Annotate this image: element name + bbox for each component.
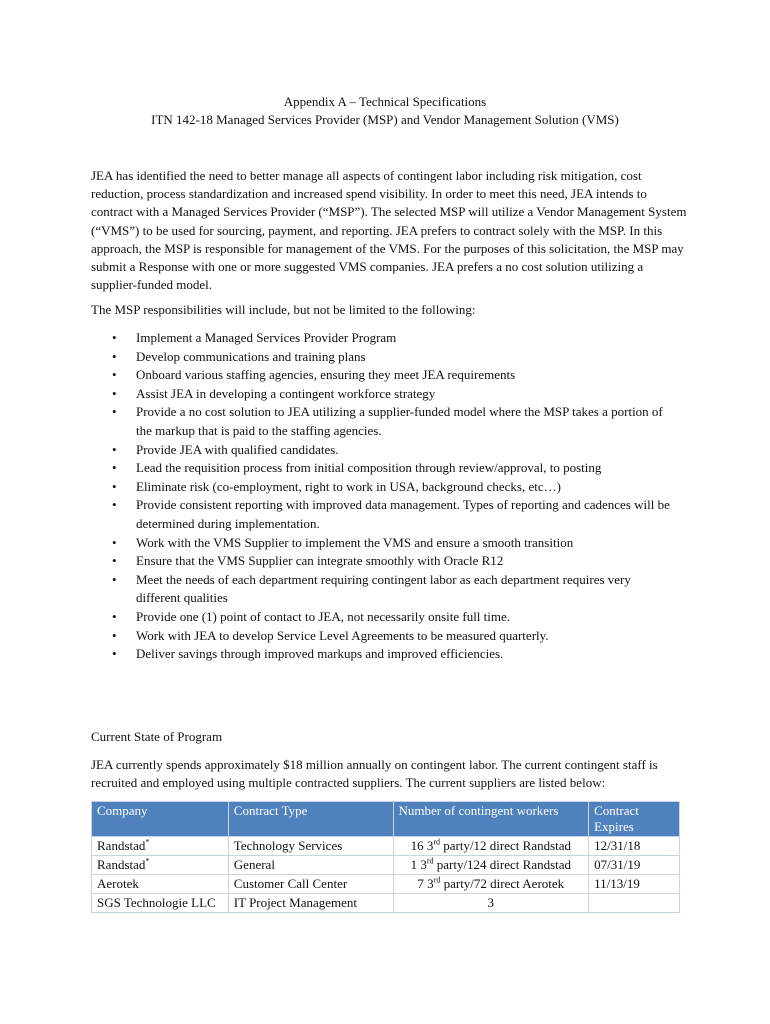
current-state-paragraph: JEA currently spends approximately $18 million annually on contingent labor. The current contingent staff is recruited and employed using multiple contracted suppliers. The current suppliers are listed below: <box>91 757 658 791</box>
list-item: • Develop communications and training plans <box>91 348 671 367</box>
list-item: • Provide one (1) point of contact to JEA, not necessarily onsite full time. <box>91 608 671 627</box>
list-item: • Lead the requisition process from initial composition through review/approval, to posting <box>91 459 671 478</box>
list-item: • Eliminate risk (co-employment, right to work in USA, background checks, etc…) <box>91 478 671 497</box>
bullet-icon: • <box>112 553 117 569</box>
list-item: • Provide JEA with qualified candidates. <box>91 441 671 460</box>
cell-company: Randstad* <box>92 837 229 856</box>
cell-contract-type: General <box>228 856 393 875</box>
bullet-icon: • <box>112 608 117 624</box>
bullet-icon: • <box>112 404 117 420</box>
list-item: • Provide a no cost solution to JEA utilizing a supplier-funded model where the MSP takes a portion of the markup that is paid to the staffing agencies. <box>112 404 663 438</box>
suppliers-table <box>91 801 680 913</box>
cell-expires: 07/31/19 <box>589 856 680 875</box>
cell-workers: 7 3rd party/72 direct Aerotek <box>393 875 589 894</box>
cell-contract-type: Technology Services <box>228 837 393 856</box>
page-subtitle: ITN 142-18 Managed Services Provider (MSP) and Vendor Management Solution (VMS) <box>151 112 619 127</box>
responsibilities-intro: The MSP responsibilities will include, but not be limited to the following: <box>91 302 476 317</box>
bullet-icon: • <box>112 478 117 494</box>
header-company: Company <box>92 802 229 837</box>
page-title: Appendix A – Technical Specifications <box>283 94 487 109</box>
cell-company: SGS Technologie LLC <box>92 894 229 913</box>
cell-company: Aerotek <box>92 875 229 894</box>
cell-contract-type: Customer Call Center <box>228 875 393 894</box>
list-item: • Ensure that the VMS Supplier can integrate smoothly with Oracle R12 <box>91 552 671 571</box>
responsibilities-list <box>91 329 671 664</box>
bullet-icon: • <box>112 460 117 476</box>
cell-expires: 11/13/19 <box>589 875 680 894</box>
header-workers: Number of contingent workers <box>393 802 589 837</box>
list-item: • Work with the VMS Supplier to implement the VMS and ensure a smooth transition <box>91 534 671 553</box>
bullet-icon: • <box>112 497 117 513</box>
cell-workers: 16 3rd party/12 direct Randstad <box>393 837 589 856</box>
table-row <box>92 875 680 894</box>
section-heading: Current State of Program <box>91 729 223 744</box>
bullet-icon: • <box>112 534 117 550</box>
list-item: • Provide consistent reporting with improved data management. Types of reporting and cadences will be determined during implementation. <box>112 497 670 531</box>
list-item: • Implement a Managed Services Provider Program <box>91 329 671 348</box>
intro-paragraph: JEA has identified the need to better manage all aspects of contingent labor including risk mitigation, cost reduction, process standardization and increased spend visibility. In order to meet this need, JEA intends to contract with a Managed Services Provider (“MSP”). The selected MSP will utilize a Vendor Management System (“VMS”) to be used for sourcing, payment, and reporting. JEA prefers to contract solely with the MSP. In this approach, the MSP is responsible for management of the VMS. For the purposes of this solicitation, the MSP may submit a Response with one or more suggested VMS companies. JEA prefers a no cost solution utilizing a supplier-funded model. <box>91 168 687 293</box>
bullet-icon: • <box>112 330 117 345</box>
list-item: • Work with JEA to develop Service Level Agreements to be measured quarterly. <box>91 627 671 646</box>
cell-workers: 3 <box>393 894 589 913</box>
cell-expires <box>589 894 680 913</box>
bullet-icon: • <box>112 441 117 457</box>
cell-contract-type: IT Project Management <box>228 894 393 913</box>
bullet-icon: • <box>112 646 117 662</box>
table-row <box>92 856 680 875</box>
list-item: • Meet the needs of each department requiring contingent labor as each department requires very different qualities <box>112 571 631 606</box>
bullet-icon: • <box>112 367 117 383</box>
cell-company: Randstad* <box>92 856 229 875</box>
bullet-icon: • <box>112 348 117 364</box>
table-row <box>92 894 680 913</box>
list-item: • Assist JEA in developing a contingent workforce strategy <box>91 385 671 404</box>
bullet-icon: • <box>112 385 117 401</box>
list-item: • Deliver savings through improved markups and improved efficiencies. <box>91 645 671 664</box>
cell-expires: 12/31/18 <box>589 837 680 856</box>
bullet-icon: • <box>112 627 117 643</box>
bullet-icon: • <box>112 571 117 587</box>
list-item: • Onboard various staffing agencies, ensuring they meet JEA requirements <box>91 366 671 385</box>
header-expires: Contract Expires <box>589 802 680 837</box>
cell-workers: 1 3rd party/124 direct Randstad <box>393 856 589 875</box>
table-row <box>92 837 680 856</box>
header-contract-type: Contract Type <box>228 802 393 837</box>
table-header-row <box>92 802 680 837</box>
